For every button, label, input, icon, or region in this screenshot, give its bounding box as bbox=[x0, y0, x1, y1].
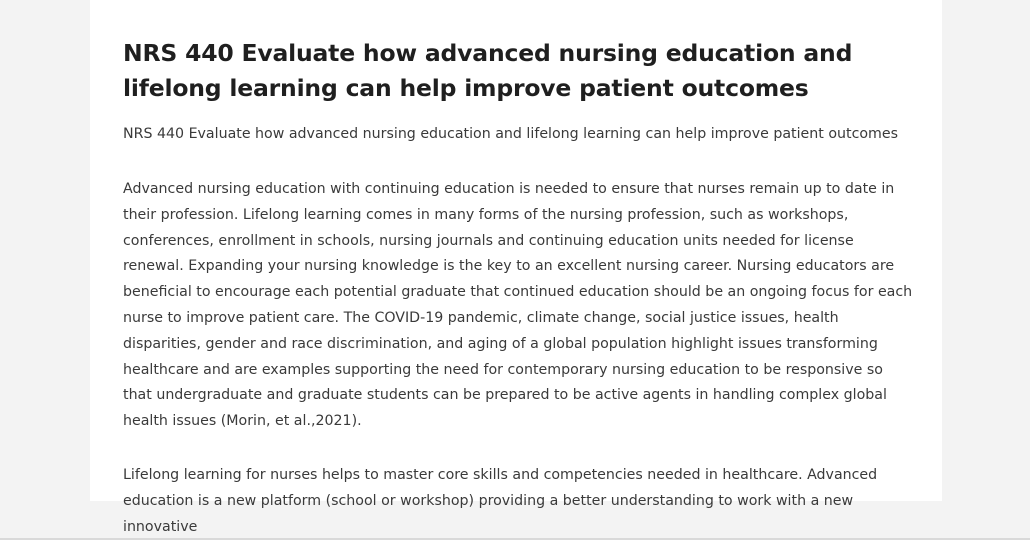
article-paragraph-1: Advanced nursing education with continuing education is needed to ensure that nurses remain up to date in their profession. Lifelong learning comes in many forms of the nursing profession, such as workshops, conferences, enrollment in schools, nursing journals and continuing education units needed for license renewal. Expanding your nursing knowledge is the key to an excellent nursing career. Nursing educators are beneficial to encourage each potential graduate that continued education should be an ongoing focus for each nurse to improve patient care. The COVID-19 pandemic, climate change, social justice issues, health disparities, gender and race discrimination, and aging of a global population highlight issues transforming healthcare and are examples supporting the need for contemporary nursing education to be responsive so that undergraduate and graduate students can be prepared to be active agents in handling complex global health issues (Morin, et al.,2021). bbox=[123, 181, 913, 430]
article-page bbox=[90, 0, 942, 535]
article-title: NRS 440 Evaluate how advanced nursing education and lifelong learning can help improve patient outcomes bbox=[123, 39, 853, 102]
article-paragraph-2: Lifelong learning for nurses helps to master core skills and competencies needed in healthcare. Advanced education is a new platform (school or workshop) providing a better understanding to work with a new innovative bbox=[123, 466, 878, 535]
article-subtitle: NRS 440 Evaluate how advanced nursing education and lifelong learning can help improve patient outcomes bbox=[123, 126, 898, 142]
article-content bbox=[123, 36, 915, 540]
